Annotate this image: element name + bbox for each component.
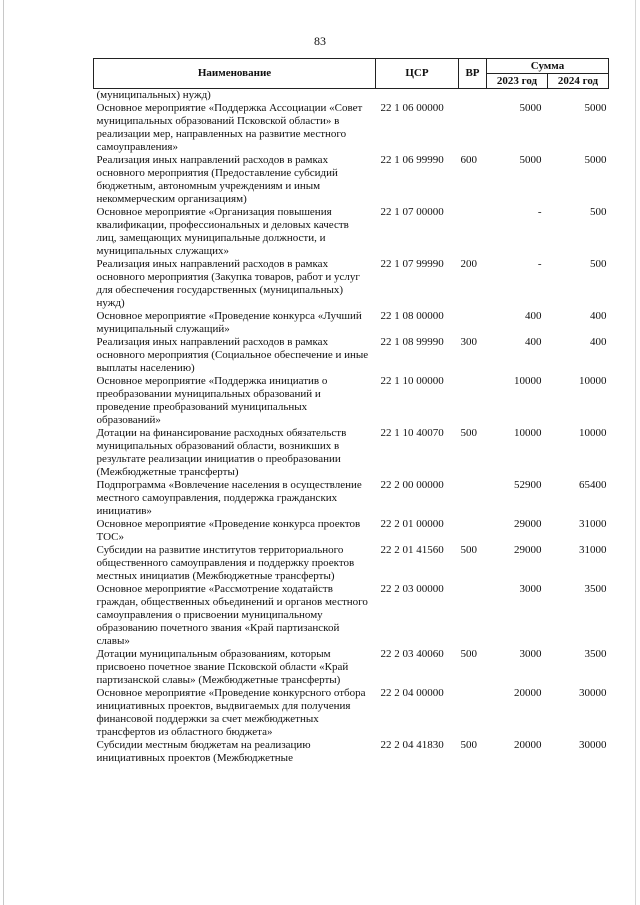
row-sum-2024: 3500 [584,583,607,595]
table-row [94,687,609,739]
budget-table [93,58,609,765]
header-sum: Сумма [487,59,609,74]
row-vr: 200 [460,258,477,270]
row-sum-2023: - [537,206,542,218]
row-name: Субсидии на развитие институтов территориального общественного самоуправления и поддержку проектов местных инициатив (Межбюджетные трансферты) [96,544,355,582]
row-sum-2024 [548,89,609,103]
row-name: Реализация иных направлений расходов в рамках основного мероприятия (Предоставление субсидий бюджетным, автономным учреждениям и иным некоммерческим организациям) [96,154,338,205]
row-csr: 22 1 10 00000 [380,375,444,387]
row-vr [459,310,487,336]
row-name: Основное мероприятие «Проведение конкурса «Лучший муниципальный служащий» [96,310,362,335]
row-csr: 22 1 07 99990 [380,258,444,270]
row-vr [459,687,487,739]
row-csr: 22 1 06 00000 [380,102,444,114]
row-name: Подпрограмма «Вовлечение населения в осуществление местного самоуправления, поддержка гражданских инициатив» [96,479,362,517]
row-vr [459,89,487,103]
row-sum-2024: 10000 [579,375,607,387]
row-sum-2023: 29000 [514,518,542,530]
row-csr: 22 1 08 00000 [380,310,444,322]
header-year-2024: 2024 год [548,74,609,89]
row-sum-2024: 10000 [579,427,607,439]
table-row [94,102,609,154]
row-sum-2023: 10000 [514,427,542,439]
row-sum-2024: 65400 [579,479,607,491]
row-sum-2024: 500 [590,206,607,218]
row-sum-2023: 10000 [514,375,542,387]
table-row [94,206,609,258]
row-vr: 500 [460,544,477,556]
table-row [94,258,609,310]
row-vr: 300 [460,336,477,348]
page-number: 83 [314,34,326,48]
row-csr: 22 2 03 40060 [380,648,444,660]
table-row [94,154,609,206]
row-vr [459,206,487,258]
row-sum-2023 [487,89,548,103]
row-sum-2023: 400 [525,336,542,348]
row-sum-2024: 5000 [584,102,607,114]
table-row [94,310,609,336]
table-row [94,479,609,518]
row-vr: 600 [460,154,477,166]
header-name: Наименование [94,59,376,89]
scan-edge-right [635,0,636,905]
row-vr [459,583,487,648]
row-csr: 22 1 06 99990 [380,154,444,166]
header-vr: ВР [459,59,487,89]
row-sum-2024: 30000 [579,687,607,699]
table-header [94,59,609,89]
row-csr [376,89,459,103]
scan-edge-left [3,0,4,905]
row-csr: 22 2 01 00000 [380,518,444,530]
table-row [94,583,609,648]
row-vr: 500 [460,427,477,439]
table-row [94,518,609,544]
row-name: Дотации на финансирование расходных обязательств муниципальных образований области, возникших в результате реализации инициатив о преобразовании (Межбюджетные трансферты) [96,427,347,478]
row-sum-2024: 400 [590,310,607,322]
row-sum-2023: 5000 [519,154,542,166]
header-year-2023: 2023 год [487,74,548,89]
row-sum-2023: 20000 [514,687,542,699]
row-csr: 22 2 04 41830 [380,739,444,751]
row-name: Реализация иных направлений расходов в рамках основного мероприятия (Закупка товаров, работ и услуг для обеспечения государственных (муниципальных) нужд) [96,258,360,309]
row-csr: 22 2 03 00000 [380,583,444,595]
row-sum-2024: 500 [590,258,607,270]
row-sum-2023: 52900 [514,479,542,491]
row-vr [459,375,487,427]
row-name: Основное мероприятие «Рассмотрение ходатайств граждан, общественных объединений и органов местного самоуправления о присвоении муниципальному образованию почетного звания «Край партизанской славы» [96,583,368,647]
row-sum-2024: 400 [590,336,607,348]
row-name: (муниципальных) нужд) [96,89,211,101]
row-name: Основное мероприятие «Проведение конкурса проектов ТОС» [96,518,361,543]
row-sum-2024: 30000 [579,739,607,751]
row-csr: 22 1 08 99990 [380,336,444,348]
header-csr: ЦСР [376,59,459,89]
table-row [94,739,609,765]
table-body [94,89,609,766]
row-sum-2023: 3000 [519,583,542,595]
row-sum-2023: 400 [525,310,542,322]
row-sum-2024: 31000 [579,518,607,530]
row-csr: 22 1 07 00000 [380,206,444,218]
row-name: Основное мероприятие «Поддержка инициатив о преобразовании муниципальных образований и проведение преобразований муниципальных образований» [96,375,328,426]
row-sum-2023: 5000 [519,102,542,114]
row-sum-2023: 3000 [519,648,542,660]
table-row [94,89,609,103]
row-sum-2024: 3500 [584,648,607,660]
row-name: Субсидии местным бюджетам на реализацию инициативных проектов (Межбюджетные [96,739,311,764]
row-vr [459,102,487,154]
row-name: Основное мероприятие «Организация повышения квалификации, профессиональных и деловых качеств лиц, замещающих муниципальные должности, и муниципальных служащих» [96,206,349,257]
row-sum-2023: 20000 [514,739,542,751]
table-row [94,648,609,687]
row-name: Основное мероприятие «Проведение конкурсного отбора инициативных проектов, выдвигаемых для получения финансовой поддержки за счет межбюджетных трансфертов из областного бюджета» [96,687,366,738]
row-vr: 500 [460,648,477,660]
row-sum-2024: 31000 [579,544,607,556]
row-sum-2023: - [537,258,542,270]
row-csr: 22 2 04 00000 [380,687,444,699]
row-csr: 22 2 01 41560 [380,544,444,556]
table-row [94,336,609,375]
row-sum-2023: 29000 [514,544,542,556]
row-vr [459,479,487,518]
row-name: Дотации муниципальным образованиям, которым присвоено почетное звание Псковской области «Край партизанской славы» (Межбюджетные трансферты) [96,648,349,686]
row-csr: 22 2 00 00000 [380,479,444,491]
row-csr: 22 1 10 40070 [380,427,444,439]
row-sum-2024: 5000 [584,154,607,166]
row-vr: 500 [460,739,477,751]
table-row [94,427,609,479]
table-row [94,375,609,427]
table-row [94,544,609,583]
row-vr [459,518,487,544]
row-name: Реализация иных направлений расходов в рамках основного мероприятия (Социальное обеспечение и иные выплаты населению) [96,336,369,374]
row-name: Основное мероприятие «Поддержка Ассоциации «Совет муниципальных образований Псковской области» в реализации мер, направленных на развитие местного самоуправления» [96,102,363,153]
